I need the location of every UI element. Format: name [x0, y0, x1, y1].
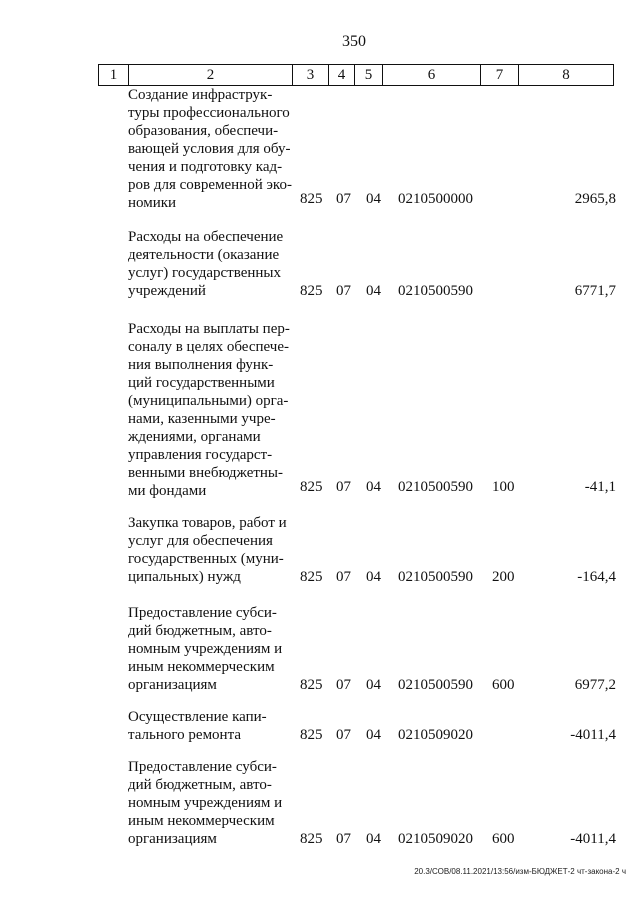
row-description: Предоставление субси- дий бюджетным, авто- номным учреждениям и иным некоммерческим организациям: [128, 759, 283, 847]
header-col-5: 5: [355, 65, 383, 85]
header-col-6: 6: [383, 65, 481, 85]
row-description: Расходы на обеспечение деятельности (оказание услуг) государственных учреждений: [128, 229, 284, 299]
cell-col-8: 6771,7: [574, 283, 616, 299]
page-number: 350: [342, 33, 366, 50]
cell-col-4: 07: [336, 283, 351, 299]
header-col-8: 8: [562, 67, 570, 83]
cell-col-5: 04: [366, 479, 381, 495]
cell-col-6: 0210509020: [398, 727, 473, 743]
header-col-7: 7: [481, 65, 519, 85]
cell-col-3: 825: [300, 727, 323, 743]
header-col-2: 2: [129, 65, 293, 85]
cell-col-5: 04: [366, 831, 381, 847]
table-header: [98, 64, 614, 86]
cell-col-8: -164,4: [577, 569, 616, 585]
cell-col-4: 07: [336, 831, 351, 847]
cell-col-5: 04: [366, 283, 381, 299]
cell-col-6: 0210500590: [398, 569, 473, 585]
cell-col-4: 07: [336, 677, 351, 693]
cell-col-8: -4011,4: [570, 831, 616, 847]
row-description: Закупка товаров, работ и услуг для обеспечения государственных (муни- ципальных) нужд: [128, 515, 287, 585]
cell-col-5: 04: [366, 677, 381, 693]
row-description: Предоставление субси- дий бюджетным, авто- номным учреждениям и иным некоммерческим организациям: [128, 605, 283, 693]
cell-col-3: 825: [300, 831, 323, 847]
row-description: Создание инфраструк- туры профессионального образования, обеспечи- вающей условия для обу- чения и подготовку кад- ров для современной эко- номики: [128, 87, 292, 211]
cell-col-5: 04: [366, 569, 381, 585]
cell-col-7: 200: [492, 569, 515, 585]
cell-col-3: 825: [300, 283, 323, 299]
document-footer-code: 20.3/СОВ/08.11.2021/13:56/изм-БЮДЖЕТ-2 чт-закона-2 ч: [414, 867, 626, 876]
cell-col-3: 825: [300, 191, 323, 207]
cell-col-6: 0210500590: [398, 677, 473, 693]
cell-col-8: -41,1: [584, 479, 616, 495]
row-description: Расходы на выплаты пер- соналу в целях обеспече- ния выполнения функ- ций государственными (муниципальными) орга- нами, казенными учре- ждениями, органами управления государст- венными внебюджетны- ми фондами: [128, 321, 290, 499]
cell-col-3: 825: [300, 569, 323, 585]
cell-col-4: 07: [336, 569, 351, 585]
cell-col-6: 0210500590: [398, 479, 473, 495]
header-col-4: 4: [329, 65, 355, 85]
cell-col-3: 825: [300, 479, 323, 495]
cell-col-7: 600: [492, 677, 515, 693]
header-col-3: 3: [293, 65, 329, 85]
cell-col-8: 2965,8: [574, 191, 616, 207]
cell-col-4: 07: [336, 191, 351, 207]
row-description: Осуществление капи- тального ремонта: [128, 709, 267, 743]
cell-col-6: 0210509020: [398, 831, 473, 847]
cell-col-4: 07: [336, 727, 351, 743]
cell-col-3: 825: [300, 677, 323, 693]
cell-col-4: 07: [336, 479, 351, 495]
header-col-1: 1: [99, 65, 129, 85]
cell-col-8: 6977,2: [574, 677, 616, 693]
cell-col-6: 0210500000: [398, 191, 473, 207]
cell-col-7: 600: [492, 831, 515, 847]
cell-col-6: 0210500590: [398, 283, 473, 299]
cell-col-5: 04: [366, 727, 381, 743]
cell-col-5: 04: [366, 191, 381, 207]
cell-col-8: -4011,4: [570, 727, 616, 743]
cell-col-7: 100: [492, 479, 515, 495]
